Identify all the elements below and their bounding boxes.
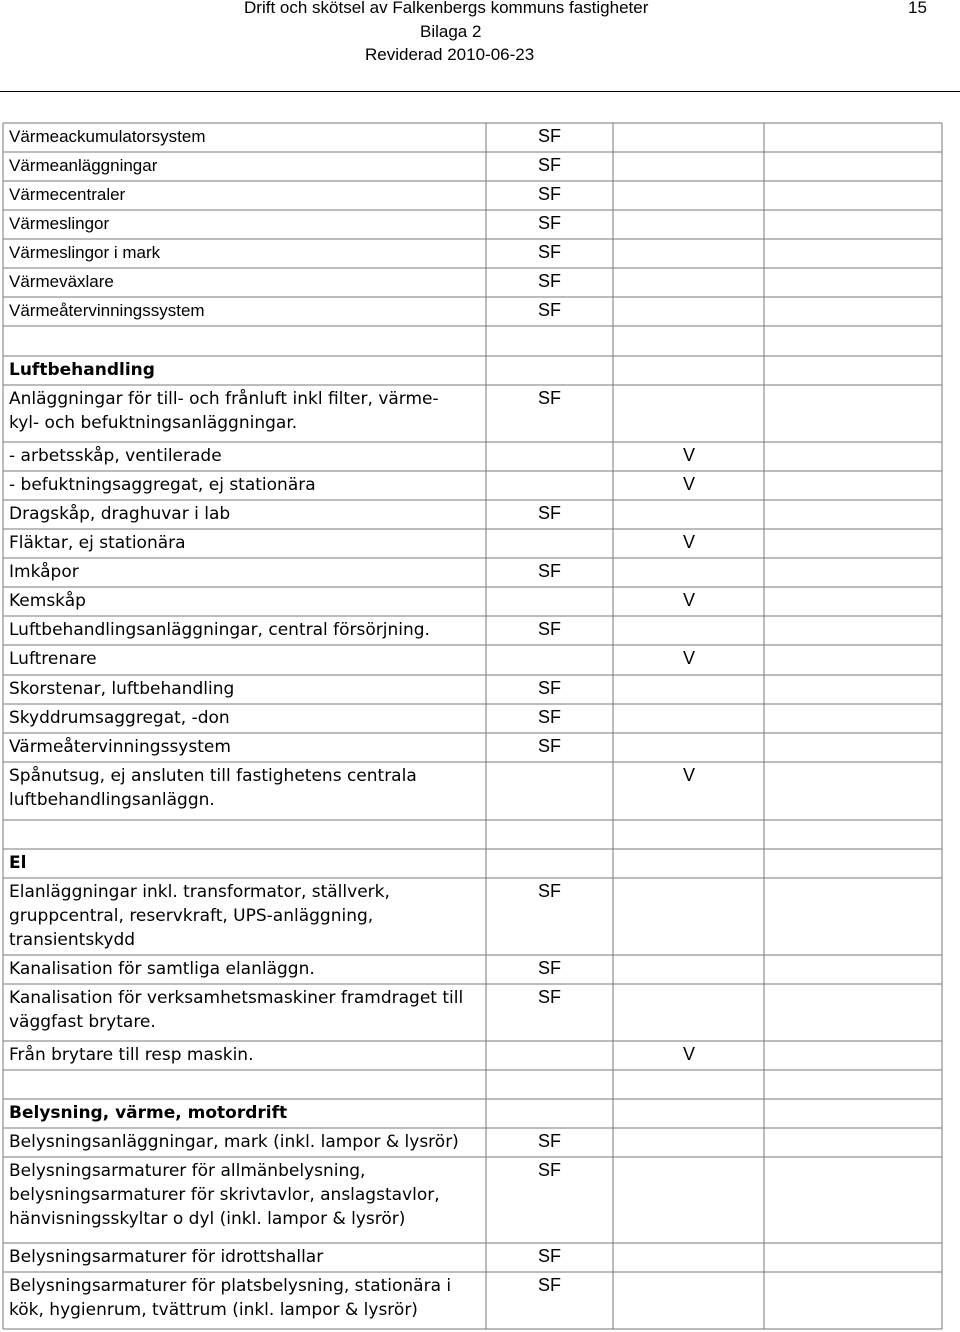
section-heading: Luftbehandling (9, 360, 155, 380)
row-label: Dragskåp, draghuvar i lab (9, 504, 231, 524)
row-label: kyl- och befuktningsanläggningar. (9, 413, 298, 433)
row-label: Värmeåtervinningssystem (9, 737, 231, 757)
sf-marker: SF (538, 1160, 562, 1180)
row-label: Från brytare till resp maskin. (9, 1045, 254, 1065)
row-label: - arbetsskåp, ventilerade (9, 446, 222, 466)
sf-marker: SF (538, 213, 562, 233)
row-label: Värmeackumulatorsystem (9, 127, 206, 146)
sf-marker: SF (538, 958, 562, 978)
v-marker: V (683, 648, 696, 668)
sf-marker: SF (538, 300, 562, 320)
section-heading: Belysning, värme, motordrift (9, 1103, 288, 1123)
v-marker: V (683, 474, 696, 494)
attachment-label: Bilaga 2 (420, 22, 482, 41)
row-label: belysningsarmaturer för skrivtavlor, anslagstavlor, (9, 1185, 440, 1205)
row-label: Belysningsarmaturer för idrottshallar (9, 1247, 324, 1267)
sf-marker: SF (538, 271, 562, 291)
row-label: Skorstenar, luftbehandling (9, 679, 235, 699)
v-marker: V (683, 590, 696, 610)
sf-marker: SF (538, 184, 562, 204)
sf-marker: SF (538, 1131, 562, 1151)
row-label: - befuktningsaggregat, ej stationära (9, 475, 316, 495)
sf-marker: SF (538, 242, 562, 262)
sf-marker: SF (538, 155, 562, 175)
row-label: Kanalisation för verksamhetsmaskiner framdraget till (9, 988, 464, 1008)
row-label: kök, hygienrum, tvättrum (inkl. lampor & lysrör) (9, 1300, 418, 1320)
row-label: Värmeslingor (9, 214, 110, 233)
sf-marker: SF (538, 736, 562, 756)
sf-marker: SF (538, 678, 562, 698)
row-label: Värmeåtervinningssystem (9, 301, 205, 320)
v-marker: V (683, 532, 696, 552)
sf-marker: SF (538, 388, 562, 408)
sf-marker: SF (538, 1275, 562, 1295)
row-label: Värmeväxlare (9, 272, 114, 291)
sf-marker: SF (538, 503, 562, 523)
row-label: Imkåpor (9, 562, 79, 582)
row-label: Belysningsanläggningar, mark (inkl. lampor & lysrör) (9, 1132, 459, 1152)
row-label: gruppcentral, reservkraft, UPS-anläggning, (9, 906, 374, 926)
row-label: Belysningsarmaturer för allmänbelysning, (9, 1161, 366, 1181)
sf-marker: SF (538, 881, 562, 901)
row-label: Värmecentraler (9, 185, 126, 204)
sf-marker: SF (538, 1246, 562, 1266)
row-label: Fläktar, ej stationära (9, 533, 186, 553)
sf-marker: SF (538, 561, 562, 581)
row-label: Belysningsarmaturer för platsbelysning, stationära i (9, 1276, 452, 1296)
row-label: luftbehandlingsanläggn. (9, 790, 215, 810)
row-label: transientskydd (9, 930, 136, 950)
row-label: Elanläggningar inkl. transformator, ställverk, (9, 882, 390, 902)
section-heading: El (9, 853, 27, 873)
row-label: väggfast brytare. (9, 1012, 156, 1032)
header-rule (0, 91, 960, 92)
page-number: 15 (908, 0, 927, 17)
v-marker: V (683, 765, 696, 785)
row-label: Luftrenare (9, 649, 97, 669)
row-label: Skyddrumsaggregat, -don (9, 708, 230, 728)
v-marker: V (683, 1044, 696, 1064)
sf-marker: SF (538, 707, 562, 727)
row-label: Spånutsug, ej ansluten till fastighetens centrala (9, 766, 417, 786)
row-label: Värmeslingor i mark (9, 243, 161, 262)
row-label: Kanalisation för samtliga elanläggn. (9, 959, 315, 979)
document-title: Drift och skötsel av Falkenbergs kommuns fastigheter (244, 0, 649, 17)
sf-marker: SF (538, 126, 562, 146)
row-label: Kemskåp (9, 591, 86, 611)
row-label: Anläggningar för till- och frånluft inkl filter, värme- (9, 389, 439, 409)
v-marker: V (683, 445, 696, 465)
revision-date: Reviderad 2010-06-23 (365, 45, 535, 64)
row-label: hänvisningsskyltar o dyl (inkl. lampor & lysrör) (9, 1209, 406, 1229)
row-label: Luftbehandlingsanläggningar, central försörjning. (9, 620, 430, 640)
row-label: Värmeanläggningar (9, 156, 158, 175)
sf-marker: SF (538, 619, 562, 639)
sf-marker: SF (538, 987, 562, 1007)
